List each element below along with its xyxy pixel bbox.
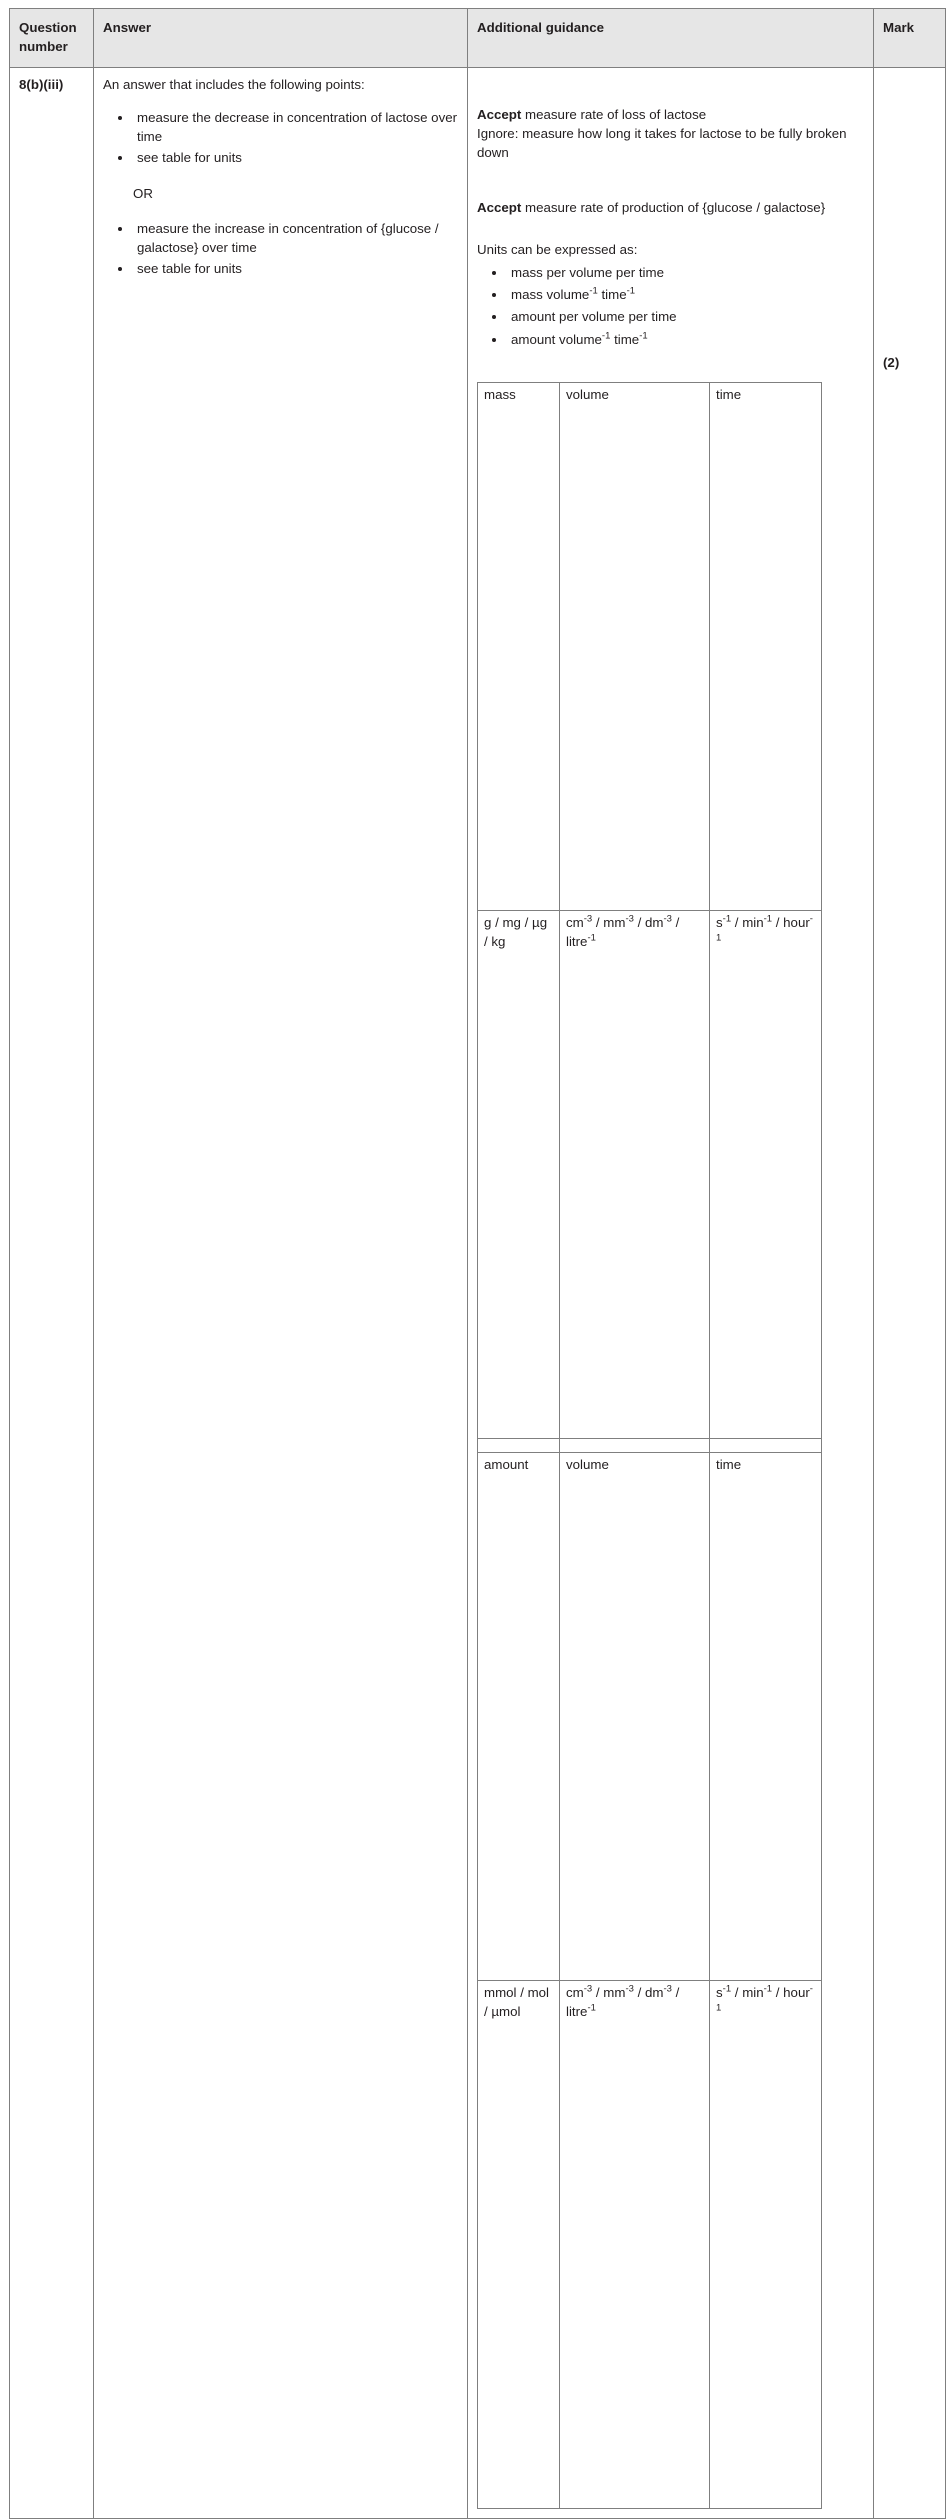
unit-text: / min — [731, 914, 764, 930]
unit-text: / mm — [592, 1984, 626, 2000]
guidance-accept-1 — [477, 105, 864, 124]
unit-sup: -1 — [587, 2002, 596, 2014]
list-item — [507, 307, 864, 326]
cell-question-number: 8(b)(iii) — [10, 67, 94, 2518]
unit-sup: -3 — [663, 913, 672, 925]
header-mark: Mark — [874, 9, 946, 68]
unit-sup: -3 — [583, 913, 593, 925]
unit-text: time — [597, 287, 627, 303]
unit-sup: -1 — [626, 285, 636, 297]
accept-label-1: Accept — [477, 106, 522, 122]
guidance-accept-2 — [477, 198, 864, 217]
list-item — [507, 263, 864, 282]
header-question-number: Question number — [10, 9, 94, 68]
guidance-spacer — [477, 75, 864, 105]
list-item: • measure the decrease in concentration of lactose over time — [133, 108, 458, 147]
accept-label-2: Accept — [477, 200, 522, 216]
unit-sup: -3 — [625, 1983, 634, 1995]
units-cell-amount: mmol / mol / µmol — [478, 1980, 560, 2508]
unit-sup: -1 — [722, 1983, 732, 1995]
units-header-volume-2: volume — [560, 1452, 710, 1980]
units-table-row-mass — [478, 910, 822, 1438]
answer-points-second — [103, 219, 458, 279]
unit-text: amount volume — [511, 331, 602, 347]
header-additional-guidance: Additional guidance — [468, 9, 874, 68]
unit-text: mass per volume per time — [511, 264, 664, 280]
list-item: • measure the increase in concentration of {glucose / galactose} over time — [133, 219, 458, 258]
cell-additional-guidance — [468, 67, 874, 2518]
guidance-units-intro: Units can be expressed as: — [477, 241, 638, 257]
unit-text: / dm — [633, 914, 664, 930]
unit-sup: -1 — [716, 913, 813, 944]
unit-text: cm — [566, 914, 584, 930]
unit-sup: -1 — [763, 1983, 773, 1995]
unit-text: / litre — [566, 1984, 680, 2019]
answer-points-first — [103, 108, 458, 168]
units-header-volume: volume — [560, 382, 710, 910]
units-header-mass: mass — [478, 382, 560, 910]
answer-lead-text: An answer that includes the following points: — [103, 76, 365, 92]
unit-sup: -3 — [625, 913, 634, 925]
unit-sup: -1 — [587, 932, 596, 944]
units-table-header-row-2 — [478, 1452, 822, 1980]
list-item — [507, 330, 864, 349]
mark-scheme-page — [0, 8, 950, 2019]
guidance-spacer — [477, 218, 864, 240]
unit-text: s — [716, 914, 723, 930]
units-spacer-cell — [478, 1438, 560, 1452]
table-header-row — [10, 9, 946, 68]
units-spacer-cell — [710, 1438, 822, 1452]
unit-text: cm — [566, 1984, 584, 2000]
unit-sup: -1 — [722, 913, 732, 925]
units-spacer-cell — [560, 1438, 710, 1452]
unit-sup: -3 — [663, 1983, 672, 1995]
units-header-amount: amount — [478, 1452, 560, 1980]
units-cell-volume — [560, 910, 710, 1438]
unit-text: / mm — [592, 914, 626, 930]
table-row — [10, 67, 946, 2518]
units-table — [477, 382, 822, 2509]
unit-text: amount per volume per time — [511, 309, 677, 325]
unit-sup: -1 — [601, 330, 611, 342]
units-table-header-row-1 — [478, 382, 822, 910]
units-header-time: time — [710, 382, 822, 910]
units-table-spacer-row — [478, 1438, 822, 1452]
units-header-time-2: time — [710, 1452, 822, 1980]
unit-text: / hour — [772, 1984, 810, 2000]
unit-sup: -1 — [763, 913, 773, 925]
answer-or-label: OR — [133, 185, 153, 201]
guidance-units-list — [477, 263, 864, 349]
mark-scheme-table — [9, 8, 946, 2519]
units-cell-volume-2 — [560, 1980, 710, 2508]
cell-mark — [874, 67, 946, 2518]
cell-answer — [94, 67, 468, 2518]
units-cell-time-2 — [710, 1980, 822, 2508]
unit-text: / dm — [633, 1984, 664, 2000]
guidance-spacer — [477, 162, 864, 198]
units-table-row-amount — [478, 1980, 822, 2508]
list-item: • see table for units — [133, 148, 458, 167]
unit-text: / min — [731, 1984, 764, 2000]
unit-text: s — [716, 1984, 723, 2000]
mark-value: (2) — [883, 354, 900, 370]
accept-text-2: measure rate of production of {glucose / galactose} — [521, 200, 826, 216]
unit-text: / hour — [772, 914, 810, 930]
unit-sup: -1 — [716, 1983, 813, 2014]
unit-sup: -1 — [589, 285, 598, 297]
guidance-spacer — [477, 352, 864, 378]
header-answer: Answer — [94, 9, 468, 68]
unit-sup: -3 — [583, 1983, 593, 1995]
list-item: • see table for units — [133, 259, 458, 278]
unit-sup: -1 — [639, 330, 648, 342]
guidance-ignore-1: Ignore: measure how long it takes for lactose to be fully broken down — [477, 125, 847, 161]
accept-text-1: measure rate of loss of lactose — [521, 106, 707, 122]
units-cell-time — [710, 910, 822, 1438]
units-cell-mass: g / mg / µg / kg — [478, 910, 560, 1438]
list-item — [507, 285, 864, 304]
unit-text: / litre — [566, 914, 680, 949]
unit-text: mass volume — [511, 287, 590, 303]
unit-text: time — [610, 331, 640, 347]
